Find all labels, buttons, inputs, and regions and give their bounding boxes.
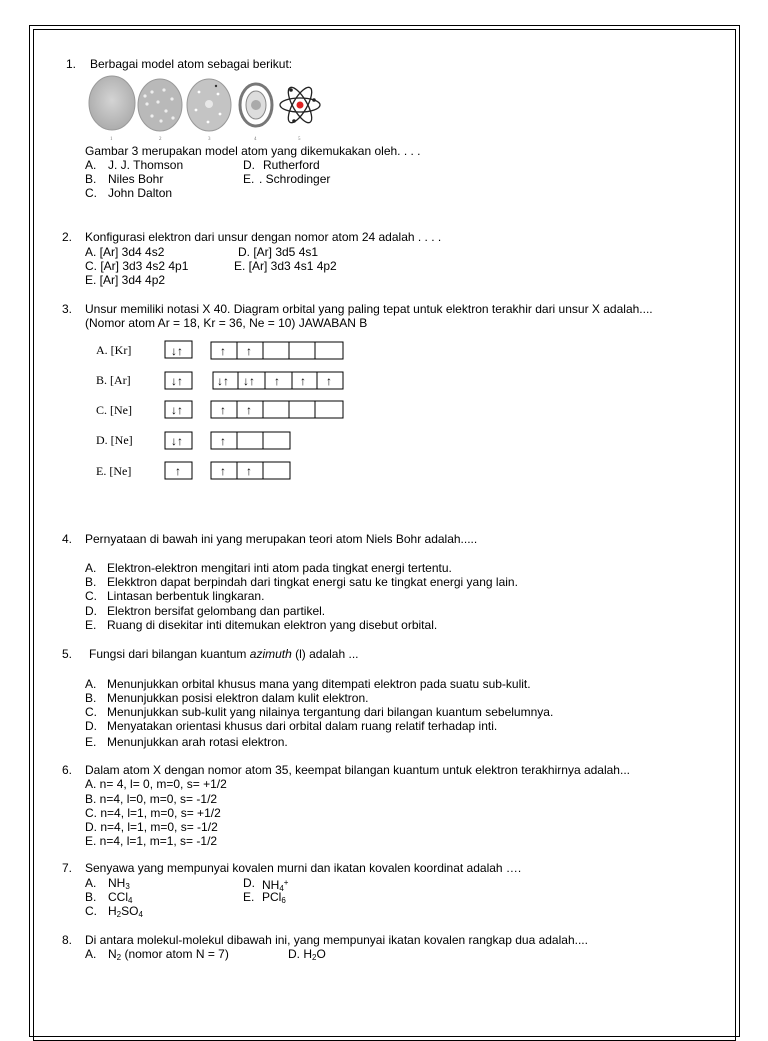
q5-option-d: Menyatakan orientasi khusus dari orbital dalam ruang relatif terhadap inti. [107,719,498,733]
q5-option-b: Menunjukkan posisi elektron dalam kulit elektron. [107,691,369,705]
q5-option-e: Menunjukkan arah rotasi elektron. [107,735,288,749]
q3-question: Unsur memiliki notasi X 40. Diagram orbital yang paling tepat untuk elektron terakhir dari unsur X adalah.... [85,302,653,316]
svg-text:↑: ↑ [220,403,226,417]
q7-option-a-key: A. [85,876,97,890]
q6-question: Dalam atom X dengan nomor atom 35, keempat bilangan kuantum untuk elektron terakhirnya adalah... [85,763,630,777]
q1-question: Berbagai model atom sebagai berikut: [90,57,293,71]
q4-option-d-key: D. [85,604,97,618]
thomson-model [138,79,182,131]
q5-option-b-key: B. [85,691,97,705]
orbital-label-e: E. [Ne] [96,464,132,478]
q4-option-c: Lintasan berbentuk lingkaran. [107,589,265,603]
svg-text:↑: ↑ [220,344,226,358]
orbital-label-d: D. [Ne] [96,433,133,447]
q7-option-d-key: D. [243,876,255,890]
q4-option-e-key: E. [85,618,97,632]
q7-option-c: $H_2SO_4$ [108,904,143,919]
q7-option-d: $NH_4^+$ [262,878,289,893]
q5-option-e-key: E. [85,735,97,749]
dalton-model [89,76,135,130]
q5-question: Fungsi dari bilangan kuantum azimuth (l) adalah ... [89,647,359,661]
q4-number: 4. [62,532,73,546]
q8-option-a: $N_2$ (nomor atom N = 7) [108,947,229,962]
q5-number: 5. [62,647,73,661]
fig-label-4: 4 [254,137,257,142]
rutherford-model [187,79,231,131]
q1-number: 1. [66,57,77,71]
svg-text:↑: ↑ [246,403,252,417]
q1-option-e-key: E. [243,172,255,186]
q4-option-c-key: C. [85,589,97,603]
svg-text:↓↑: ↓↑ [171,374,183,388]
q2-option-a: A. [Ar] 3d4 4s2 [85,245,165,259]
q3-number: 3. [62,302,73,316]
q4-option-d: Elektron bersifat gelombang dan partikel. [107,604,326,618]
svg-text:↓↑: ↓↑ [171,434,183,448]
q6-option-d: D. n=4, l=1, m=0, s= -1/2 [85,820,218,834]
svg-text:↑: ↑ [300,374,306,388]
orbital-diagram-figure [90,336,360,488]
q1-option-a: J. J. Thomson [108,158,184,172]
svg-text:↑: ↑ [326,374,332,388]
q8-number: 8. [62,933,73,947]
q8-option-a-key: A. [85,947,97,961]
q2-option-d: D. [Ar] 3d5 4s1 [238,245,319,259]
q6-number: 6. [62,763,73,777]
q6-option-b: B. n=4, l=0, m=0, s= -1/2 [85,792,218,806]
q1-option-a-key: A. [85,158,97,172]
q6-option-a: A. n= 4, l= 0, m=0, s= +1/2 [85,777,227,791]
q7-option-c-key: C. [85,904,97,918]
q2-question: Konfigurasi elektron dari unsur dengan nomor atom 24 adalah . . . . [85,230,442,244]
fig-label-2: 2 [159,137,162,142]
q2-option-e: E. [Ar] 3d3 4s1 4p2 [234,259,337,273]
q4-question: Pernyataan di bawah ini yang merupakan teori atom Niels Bohr adalah..... [85,532,478,546]
q6-option-c: C. n=4, l=1, m=0, s= +1/2 [85,806,221,820]
q7-option-a: $NH_3$ [108,876,130,891]
q1-option-b: Niles Bohr [108,172,164,186]
q7-option-e-key: E. [243,890,255,904]
q1-option-d: Rutherford [263,158,320,172]
svg-text:↑: ↑ [274,374,280,388]
q2-option-c: C. [Ar] 3d3 4s2 4p1 [85,259,189,273]
q3-note: (Nomor atom Ar = 18, Kr = 36, Ne = 10) JAWABAN B [85,316,368,330]
q1-option-e: . Schrodinger [259,172,331,186]
q1-option-b-key: B. [85,172,97,186]
orbital-label-a: A. [Kr] [96,343,132,357]
q4-option-a: Elektron-elektron mengitari inti atom pada tingkat energi tertentu. [107,561,452,575]
fig-label-3: 3 [208,137,211,142]
modern-atom-model [280,84,320,126]
fig-label-1: 1 [110,137,113,142]
svg-text:↓↑: ↓↑ [171,403,183,417]
q6-option-e: E. n=4, l=1, m=1, s= -1/2 [85,834,218,848]
q1-option-c: John Dalton [108,186,173,200]
q4-option-a-key: A. [85,561,97,575]
svg-text:↓↑: ↓↑ [217,374,229,388]
q7-option-b-key: B. [85,890,97,904]
q5-option-a: Menunjukkan orbital khusus mana yang ditempati elektron pada suatu sub-kulit. [107,677,531,691]
svg-text:↑: ↑ [246,464,252,478]
svg-text:↓↑: ↓↑ [243,374,255,388]
q2-option-e-second: E. [Ar] 3d4 4p2 [85,273,166,287]
svg-text:↓↑: ↓↑ [171,344,183,358]
q7-number: 7. [62,861,73,875]
q4-option-b: Elekktron dapat berpindah dari tingkat energi satu ke tingkat energi yang lain. [107,575,518,589]
q1-option-d-key: D. [243,158,255,172]
svg-text:↑: ↑ [246,344,252,358]
q4-option-e: Ruang di disekitar inti ditemukan elektron yang disebut orbital. [107,618,438,632]
q5-option-a-key: A. [85,677,97,691]
q5-option-d-key: D. [85,719,97,733]
bohr-model [240,84,272,126]
svg-text:↑: ↑ [220,434,226,448]
q7-option-e: PCl$_6$ [262,890,286,905]
q8-question: Di antara molekul-molekul dibawah ini, yang mempunyai ikatan kovalen rangkap dua adalah.... [85,933,588,947]
q1-caption: Gambar 3 merupakan model atom yang dikemukakan oleh. . . . [85,144,421,158]
orbital-label-c: C. [Ne] [96,403,132,417]
q5-option-c-key: C. [85,705,97,719]
svg-text:↑: ↑ [175,464,181,478]
q1-option-c-key: C. [85,186,97,200]
fig-label-5: 5 [298,137,301,142]
q2-number: 2. [62,230,73,244]
q8-option-d: D. $H_2O$ [288,947,326,962]
q4-option-b-key: B. [85,575,97,589]
orbital-label-b: B. [Ar] [96,373,131,387]
atom-models-figure [86,74,326,144]
svg-text:↑: ↑ [220,464,226,478]
q7-question: Senyawa yang mempunyai kovalen murni dan ikatan kovalen koordinat adalah …. [85,861,522,875]
q7-option-b: CCl$_4$ [108,890,133,905]
q5-option-c: Menunjukkan sub-kulit yang nilainya tergantung dari bilangan kuantum sebelumnya. [107,705,554,719]
